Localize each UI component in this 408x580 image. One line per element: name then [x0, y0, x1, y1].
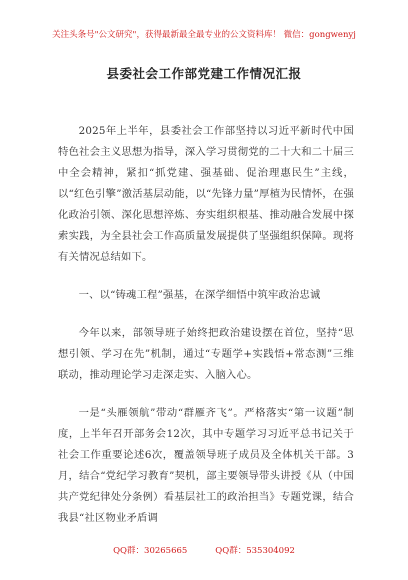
bottom-qq-banner: [0, 544, 408, 556]
paragraph-intro: 2025年上半年，县委社会工作部坚持以习近平新时代中国特色社会主义思想为指导，深入学习贯彻党的二十大和二十届三中全会精神，紧扣“抓党建、强基础、促治理惠民生”主线，以“红色引擎”激活基层动能，以“先锋力量”厚植为民情怀，在强化政治引领、深化思想淬炼、夯实组织根基、推动融合发展中探索实践，为全县社会工作高质量发展提供了坚强组织保障。现将有关情况总结如下。: [58, 125, 354, 263]
paragraph-point-1: 一是“头雁领航”带动“群雁齐飞”。严格落实“第一议题”制度，上半年召开部务会12次，其中专题学习习近平总书记关于社会工作重要论述6次，覆盖领导班子成员及全体机关干部。3月，结合“党纪学习教育”契机，部主要领导带头讲授《从（中国共产党纪律处分条例）看基层社工的政治担当》专题党课，结合我县“社区物业矛盾调: [58, 407, 354, 524]
section-heading-1: 一、以“铸魂工程”强基，在深学细悟中筑牢政治忠诚: [78, 289, 321, 301]
paragraph-section-1: 今年以来，部领导班子始终把政治建设摆在首位，坚持“思想引领、学习在先”机制，通过“专题学+实践悟+常态测”三维联动，推动理论学习走深走实、入脑入心。: [58, 327, 354, 381]
document-title: 县委社会工作部党建工作情况汇报: [106, 66, 302, 81]
document-body: [58, 121, 354, 529]
qq-group-2: QQ群：535304092: [215, 546, 295, 556]
top-promo-banner: 关注头条号"公文研究"，获得最新最全最专业的公文资料库！ 微信：gongwenyj: [52, 30, 356, 40]
qq-group-1: QQ群：30265665: [113, 546, 188, 556]
